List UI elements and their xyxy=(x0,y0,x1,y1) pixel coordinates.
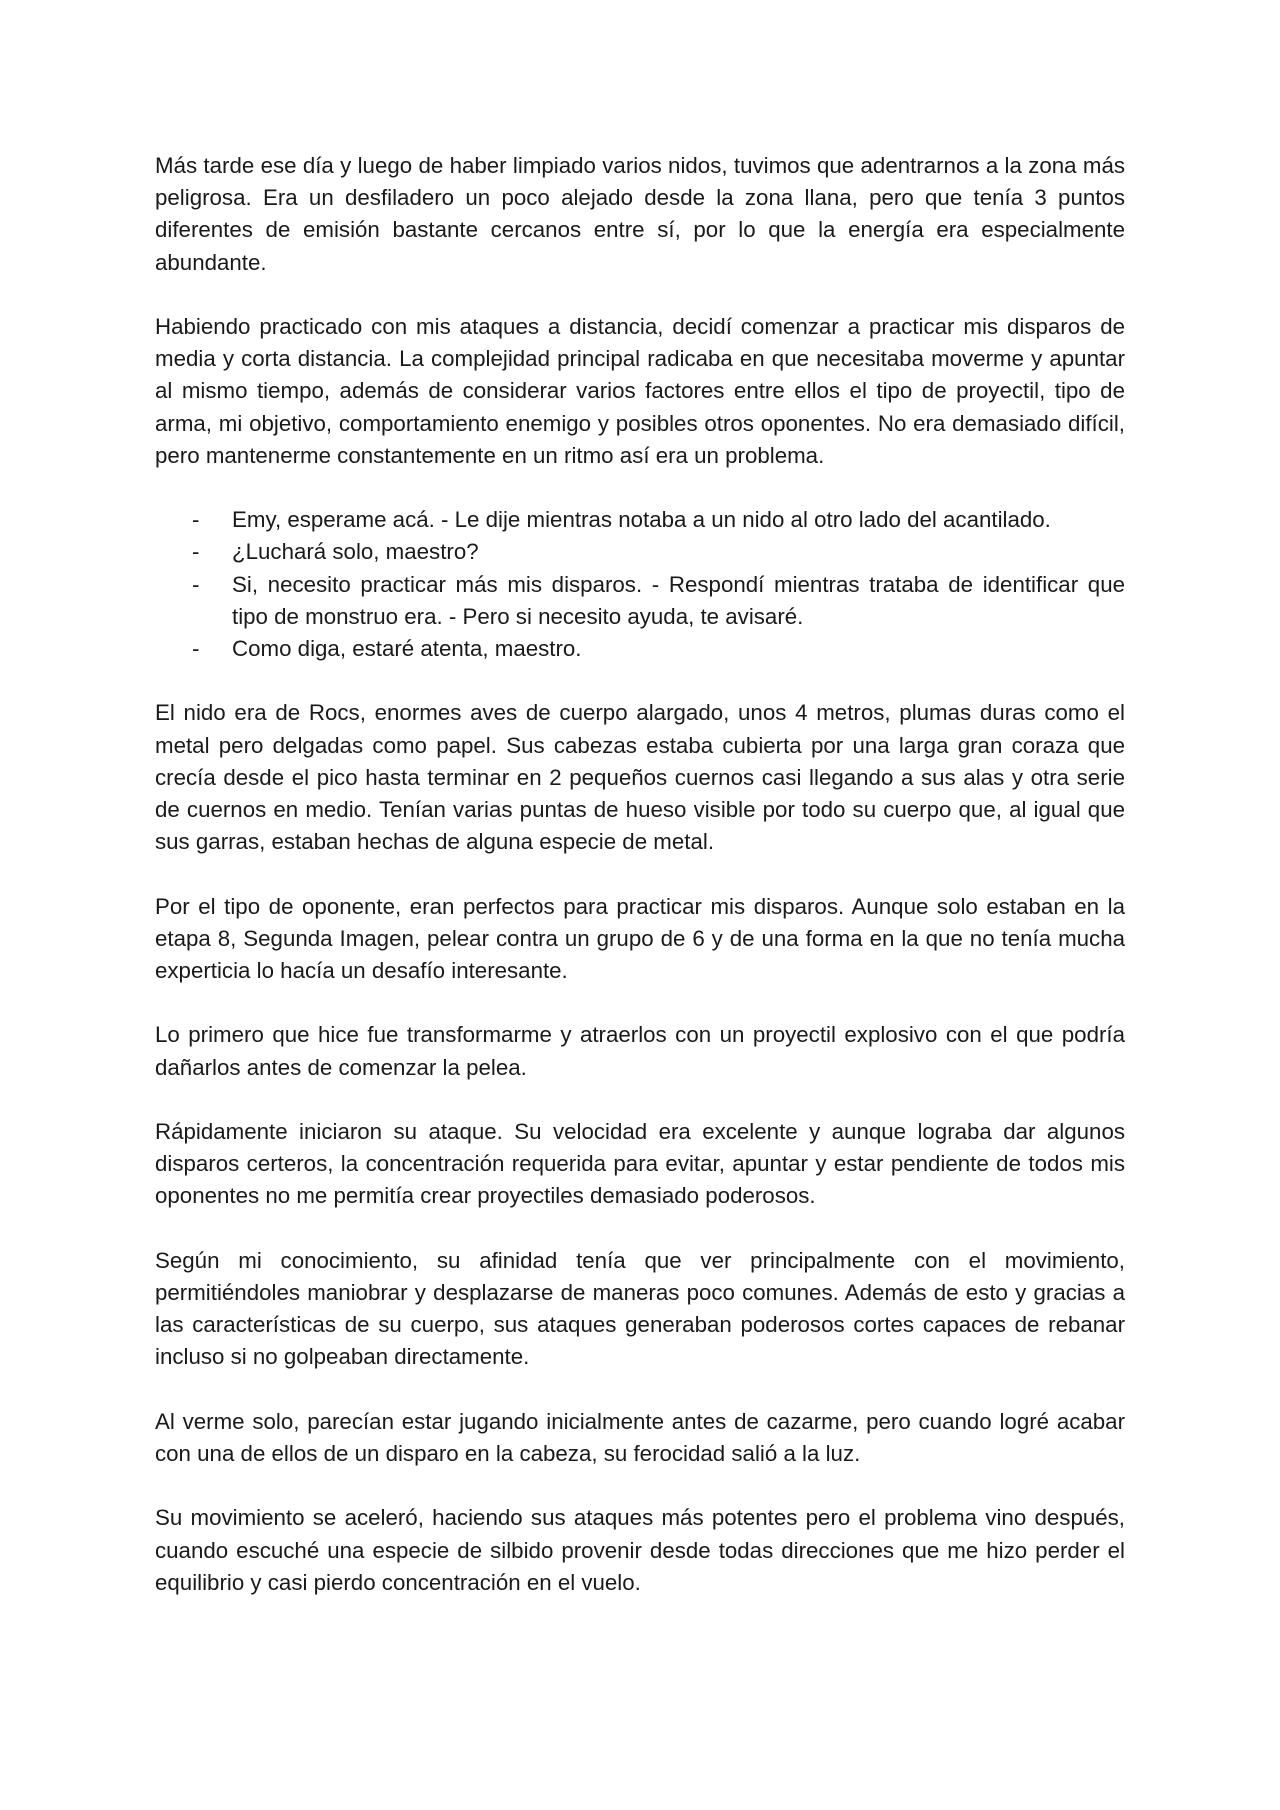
paragraph: Su movimiento se aceleró, haciendo sus ataques más potentes pero el problema vino después, cuando escuché una especie de silbido provenir desde todas direcciones que me hizo perder el equilibrio y casi pierdo concentración en el vuelo. xyxy=(155,1505,1125,1595)
dialogue-dash: - xyxy=(192,507,200,533)
dialogue-text: ¿Luchará solo, maestro? xyxy=(232,539,479,565)
dialogue-text: Emy, esperame acá. - Le dije mientras notaba a un nido al otro lado del acantilado. xyxy=(232,507,1051,533)
paragraph: Habiendo practicado con mis ataques a distancia, decidí comenzar a practicar mis disparos de media y corta distancia. La complejidad principal radicaba en que necesitaba moverme y apuntar al mismo tiempo, además de considerar varios factores entre ellos el tipo de proyectil, tipo de arma, mi objetivo, comportamiento enemigo y posibles otros oponentes. No era demasiado difícil, pero mantenerme constantemente en un ritmo así era un problema. xyxy=(155,314,1125,468)
paragraph: Más tarde ese día y luego de haber limpiado varios nidos, tuvimos que adentrarnos a la zona más peligrosa. Era un desfiladero un poco alejado desde la zona llana, pero que tenía 3 puntos diferentes de emisión bastante cercanos entre sí, por lo que la energía era especialmente abundante. xyxy=(155,153,1125,275)
dialogue-dash: - xyxy=(192,571,200,597)
paragraph: Según mi conocimiento, su afinidad tenía que ver principalmente con el movimiento, permitiéndoles maniobrar y desplazarse de maneras poco comunes. Además de esto y gracias a las características de su cuerpo, sus ataques generaban poderosos cortes capaces de rebanar incluso si no golpeaban directamente. xyxy=(155,1247,1125,1370)
dialogue-dash: - xyxy=(192,636,200,662)
dialogue-dash: - xyxy=(192,539,200,565)
document-page xyxy=(155,150,1125,1631)
paragraph: Al verme solo, parecían estar jugando inicialmente antes de cazarme, pero cuando logré acabar con una de ellos de un disparo en la cabeza, su ferocidad salió a la luz. xyxy=(155,1408,1125,1466)
dialogue-list xyxy=(155,504,1125,665)
paragraph: Rápidamente iniciaron su ataque. Su velocidad era excelente y aunque lograba dar algunos disparos certeros, la concentración requerida para evitar, apuntar y estar pendiente de todos mis oponentes no me permitía crear proyectiles demasiado poderosos. xyxy=(155,1119,1125,1209)
paragraph: Lo primero que hice fue transformarme y atraerlos con un proyectil explosivo con el que podría dañarlos antes de comenzar la pelea. xyxy=(155,1022,1125,1080)
dialogue-text: Como diga, estaré atenta, maestro. xyxy=(232,636,582,662)
dialogue-item xyxy=(155,504,1125,536)
dialogue-item xyxy=(155,569,1125,633)
dialogue-text: Si, necesito practicar más mis disparos. - Respondí mientras trataba de identificar que tipo de monstruo era. - Pero si necesito ayuda, te avisaré. xyxy=(232,571,1125,629)
paragraph: Por el tipo de oponente, eran perfectos para practicar mis disparos. Aunque solo estaban en la etapa 8, Segunda Imagen, pelear contra un grupo de 6 y de una forma en la que no tenía mucha experticia lo hacía un desafío interesante. xyxy=(155,893,1125,984)
paragraph: El nido era de Rocs, enormes aves de cuerpo alargado, unos 4 metros, plumas duras como el metal pero delgadas como papel. Sus cabezas estaba cubierta por una larga gran coraza que crecía desde el pico hasta terminar en 2 pequeños cuernos casi llegando a sus alas y otra serie de cuernos en medio. Tenían varias puntas de hueso visible por todo su cuerpo que, al igual que sus garras, estaban hechas de alguna especie de metal. xyxy=(155,700,1125,855)
dialogue-item xyxy=(155,633,1125,665)
dialogue-item xyxy=(155,536,1125,568)
